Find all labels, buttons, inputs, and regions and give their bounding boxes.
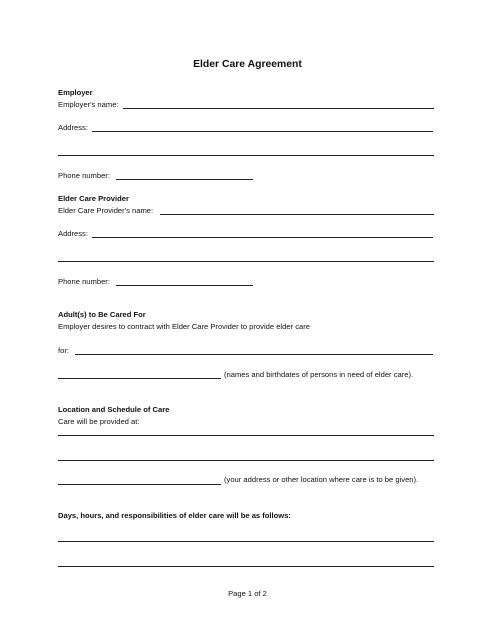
provider-address-label: Address: bbox=[58, 229, 88, 238]
provider-phone-label: Phone number: bbox=[58, 277, 110, 286]
schedule-line-1[interactable] bbox=[58, 541, 434, 542]
employer-address-field[interactable] bbox=[92, 131, 433, 132]
provider-name-label: Elder Care Provider's name: bbox=[58, 206, 154, 215]
provider-phone-field[interactable] bbox=[116, 285, 253, 286]
document-title: Elder Care Agreement bbox=[193, 59, 302, 70]
provider-address-line-2[interactable] bbox=[58, 261, 434, 262]
location-line-3[interactable] bbox=[58, 484, 221, 485]
adults-heading: Adult(s) to Be Cared For bbox=[58, 310, 146, 319]
adults-for-label: for: bbox=[58, 346, 69, 355]
employer-address-line-2[interactable] bbox=[58, 155, 434, 156]
schedule-heading: Days, hours, and responsibilities of elder care will be as follows: bbox=[58, 511, 291, 520]
employer-address-label: Address: bbox=[58, 123, 88, 132]
adults-for-field[interactable] bbox=[75, 354, 433, 355]
employer-name-field[interactable] bbox=[123, 108, 434, 109]
provider-heading: Elder Care Provider bbox=[58, 194, 129, 203]
employer-phone-field[interactable] bbox=[116, 179, 253, 180]
location-heading: Location and Schedule of Care bbox=[58, 405, 170, 414]
location-line-1[interactable] bbox=[58, 435, 434, 436]
adults-note: (names and birthdates of persons in need of elder care). bbox=[224, 370, 414, 379]
schedule-line-2[interactable] bbox=[58, 566, 434, 567]
location-line-2[interactable] bbox=[58, 460, 434, 461]
location-note: (your address or other location where care is to be given). bbox=[224, 475, 419, 484]
employer-phone-label: Phone number: bbox=[58, 171, 110, 180]
employer-heading: Employer bbox=[58, 88, 93, 97]
provider-name-field[interactable] bbox=[160, 214, 434, 215]
employer-name-label: Employer's name: bbox=[58, 100, 119, 109]
page-number: Page 1 of 2 bbox=[228, 589, 267, 598]
provider-address-field[interactable] bbox=[92, 237, 433, 238]
adults-text: Employer desires to contract with Elder Care Provider to provide elder care bbox=[58, 322, 310, 331]
location-text: Care will be provided at: bbox=[58, 417, 140, 426]
adults-names-field[interactable] bbox=[58, 378, 221, 379]
